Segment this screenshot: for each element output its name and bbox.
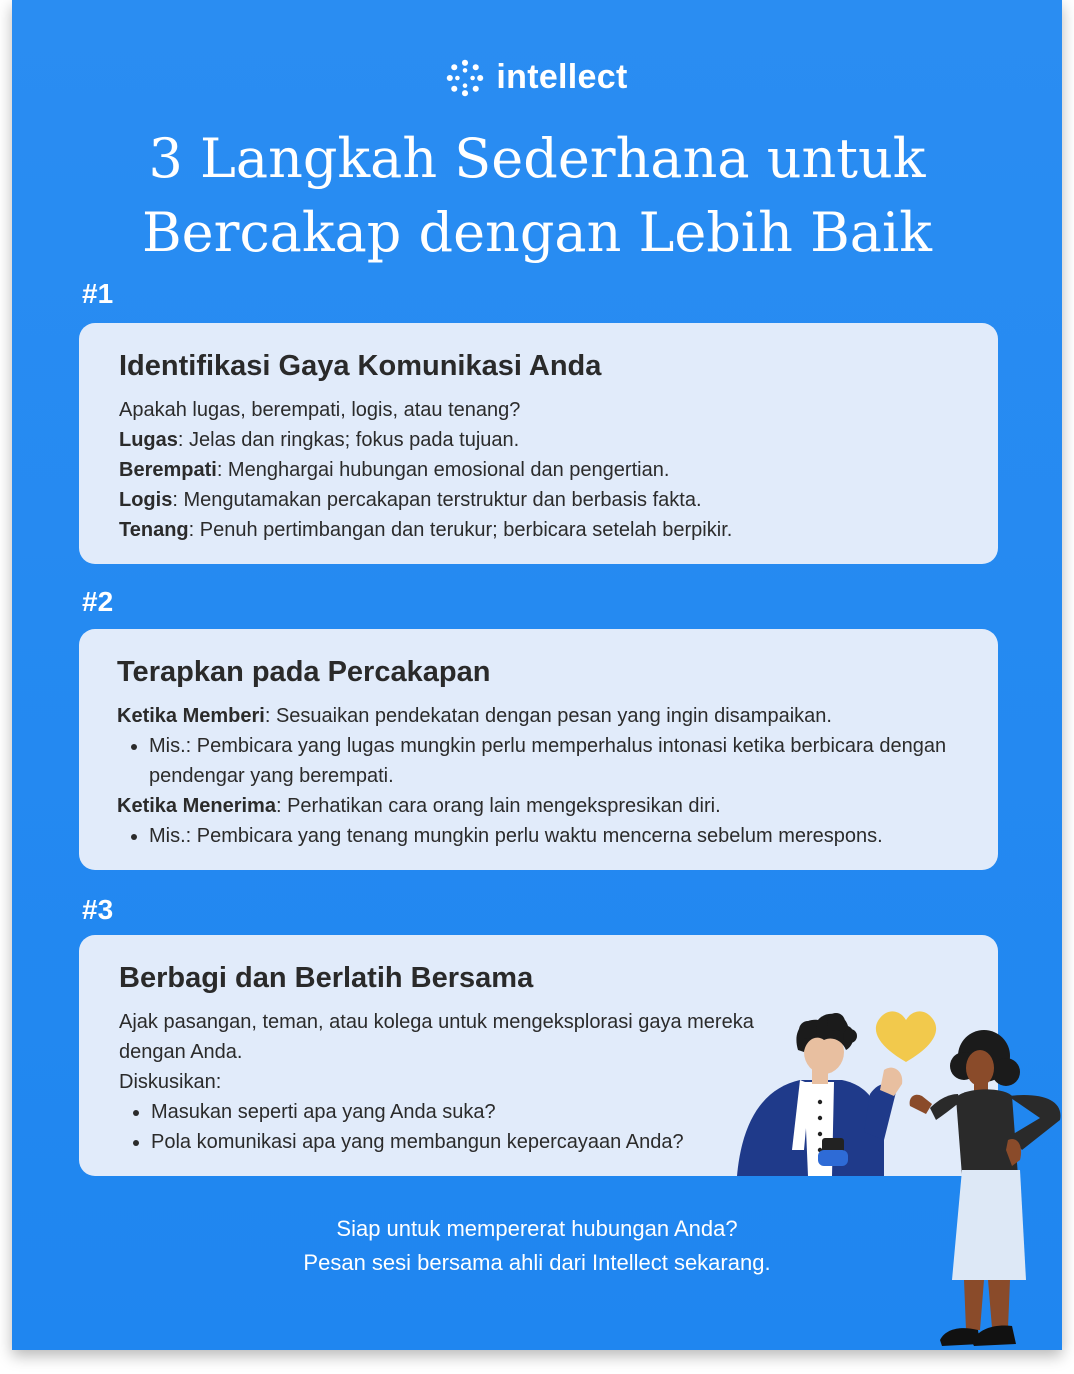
asterisk-dots-icon bbox=[446, 59, 484, 97]
context-item-giving bbox=[117, 701, 958, 731]
list-item: • Mis.: Pembicara yang lugas mungkin perlu memperhalus intonasi ketika berbicara dengan pendengar yang berempati. bbox=[149, 731, 958, 791]
page-title bbox=[12, 122, 1062, 270]
receiving-example-list bbox=[117, 821, 958, 851]
step-3-intro-line-1: Ajak pasangan, teman, atau kolega untuk mengeksplorasi gaya mereka bbox=[119, 1011, 754, 1033]
step-2-heading: Terapkan pada Percakapan bbox=[117, 656, 491, 688]
title-line-1: 3 Langkah Sederhana untuk bbox=[148, 127, 926, 190]
step-3-card bbox=[79, 935, 998, 1176]
style-item-berempati bbox=[119, 455, 958, 485]
step-1-heading: Identifikasi Gaya Komunikasi Anda bbox=[119, 350, 602, 382]
style-item-tenang bbox=[119, 515, 958, 545]
brand-name: intellect bbox=[496, 58, 628, 96]
style-desc: : Mengutamakan percakapan terstruktur dan berbasis fakta. bbox=[172, 489, 702, 511]
list-item: • Masukan seperti apa yang Anda suka? bbox=[151, 1097, 958, 1127]
style-item-logis bbox=[119, 485, 958, 515]
style-desc: : Penuh pertimbangan dan terukur; berbicara setelah berpikir. bbox=[188, 519, 733, 541]
step-1-card bbox=[79, 323, 998, 564]
style-term: Logis bbox=[119, 489, 173, 511]
style-term: Berempati bbox=[119, 459, 217, 481]
style-desc: : Menghargai hubungan emosional dan pengertian. bbox=[216, 459, 670, 481]
call-to-action bbox=[12, 1212, 1062, 1280]
context-desc: : Sesuaikan pendekatan dengan pesan yang ingin disampaikan. bbox=[264, 705, 832, 727]
step-1-intro: Apakah lugas, berempati, logis, atau tenang? bbox=[119, 399, 521, 421]
style-item-lugas bbox=[119, 425, 958, 455]
discussion-list bbox=[119, 1097, 958, 1157]
step-3-intro-line-2: dengan Anda. bbox=[119, 1041, 243, 1063]
context-desc: : Perhatikan cara orang lain mengekspresikan diri. bbox=[275, 795, 721, 817]
step-3-number: #3 bbox=[82, 894, 114, 925]
brand-logo bbox=[12, 58, 1062, 97]
context-term: Ketika Menerima bbox=[117, 795, 276, 817]
discuss-label: Diskusikan: bbox=[119, 1071, 222, 1093]
step-2-card bbox=[79, 629, 998, 870]
style-desc: : Jelas dan ringkas; fokus pada tujuan. bbox=[177, 429, 520, 451]
context-term: Ketika Memberi bbox=[117, 705, 265, 727]
cta-line-1: Siap untuk mempererat hubungan Anda? bbox=[336, 1216, 738, 1241]
title-line-2: Bercakap dengan Lebih Baik bbox=[141, 201, 932, 264]
style-term: Tenang bbox=[119, 519, 189, 541]
context-item-receiving bbox=[117, 791, 958, 821]
list-item: • Mis.: Pembicara yang tenang mungkin perlu waktu mencerna sebelum merespons. bbox=[149, 821, 958, 851]
infographic-poster bbox=[12, 0, 1062, 1350]
style-term: Lugas bbox=[119, 429, 178, 451]
step-3-heading: Berbagi dan Berlatih Bersama bbox=[119, 962, 534, 994]
list-item: • Pola komunikasi apa yang membangun kepercayaan Anda? bbox=[151, 1127, 958, 1157]
step-2-number: #2 bbox=[82, 586, 114, 617]
giving-example-list bbox=[117, 731, 958, 791]
cta-line-2: Pesan sesi bersama ahli dari Intellect sekarang. bbox=[303, 1250, 771, 1275]
step-1-number: #1 bbox=[82, 278, 114, 309]
